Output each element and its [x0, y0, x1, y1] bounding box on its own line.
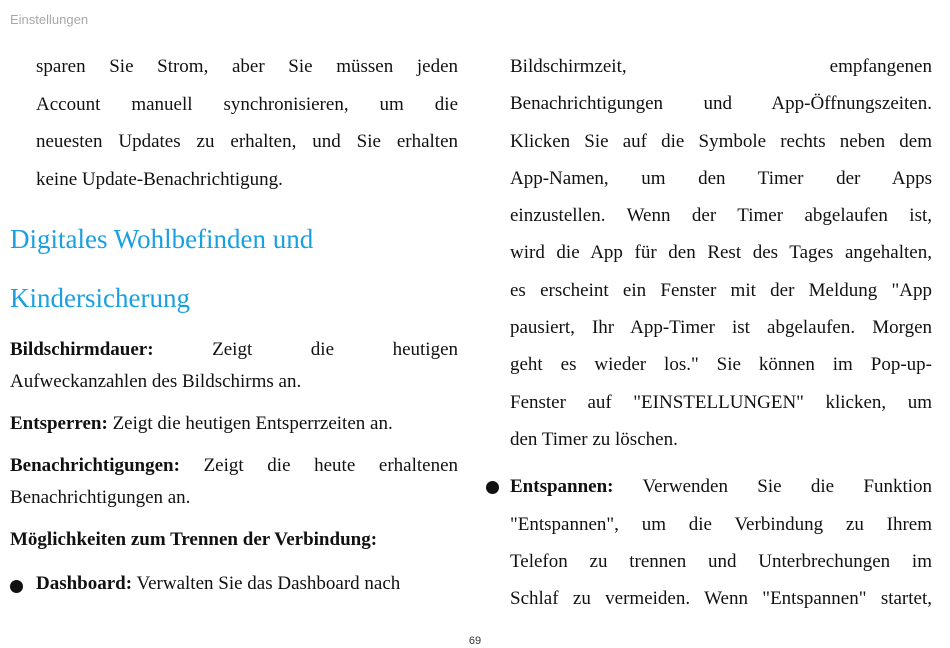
- intro-line: neuesten Updates zu erhalten, und Sie erhalten: [36, 131, 458, 152]
- relax-line: Schlaf zu vermeiden. Wenn "Entspannen" startet,: [510, 588, 932, 610]
- relax-first-line-text: Verwenden Sie die Funktion: [642, 476, 932, 498]
- notifications-line: Benachrichtigungen an.: [10, 487, 191, 508]
- bullet-dot-icon: [10, 580, 23, 593]
- screen-time-item: [10, 334, 458, 398]
- paragraph-line: den Timer zu löschen.: [510, 428, 678, 450]
- notifications-item: [10, 450, 458, 514]
- paragraph-line: wird die App für den Rest des Tages angehalten,: [510, 242, 932, 264]
- relax-line: Telefon zu trennen und Unterbrechungen im: [510, 550, 932, 572]
- paragraph-line: App-Namen, um den Timer der Apps: [510, 167, 932, 189]
- section-heading: [10, 210, 458, 328]
- disconnect-heading: Möglichkeiten zum Trennen der Verbindung:: [10, 529, 378, 550]
- paragraph-line: Klicken Sie auf die Symbole rechts neben dem: [510, 130, 932, 152]
- paragraph-line: einzustellen. Wenn der Timer abgelaufen ist,: [510, 205, 932, 227]
- notifications-term: Benachrichtigungen:: [10, 455, 180, 476]
- paragraph-line: es erscheint ein Fenster mit der Meldung "App: [510, 279, 932, 301]
- left-column: [10, 48, 458, 610]
- dashboard-term: Dashboard:: [36, 573, 133, 594]
- unlock-item: [10, 408, 458, 440]
- paragraph-line: geht es wieder los." Sie können im Pop-up-: [510, 354, 932, 376]
- section-heading-line: Digitales Wohlbefinden und: [10, 224, 314, 254]
- intro-line: keine Update-Benachrichtigung.: [36, 168, 283, 190]
- unlock-term: Entsperren:: [10, 413, 108, 434]
- notifications-line: [10, 450, 458, 482]
- unlock-text: Zeigt die heutigen Entsperrzeiten an.: [112, 413, 393, 434]
- page-number: 69: [468, 635, 482, 647]
- intro-paragraph: [10, 48, 458, 198]
- screen-time-line: Aufweckanzahlen des Bildschirms an.: [10, 371, 302, 392]
- intro-line: Account manuell synchronisieren, um die: [36, 93, 458, 115]
- dashboard-text: Verwalten Sie das Dashboard nach: [136, 573, 401, 594]
- right-column: [486, 48, 932, 617]
- relax-first-line: [486, 468, 932, 505]
- paragraph-line: Fenster auf "EINSTELLUNGEN" klicken, um: [510, 391, 932, 413]
- notifications-text: Zeigt die heute erhaltenen: [203, 455, 459, 476]
- paragraph-line: Benachrichtigungen und App-Öffnungszeiten.: [510, 93, 932, 115]
- paragraph-line: pausiert, Ihr App-Timer ist abgelaufen. Morgen: [510, 317, 932, 339]
- relax-term: Entspannen:: [510, 476, 614, 498]
- paragraph-line: Bildschirmzeit, empfangenen: [510, 56, 932, 77]
- screen-time-text: Zeigt die heutigen: [212, 339, 459, 360]
- relax-bullet: [486, 468, 932, 617]
- section-heading-line: Kindersicherung: [10, 283, 190, 313]
- screen-time-term: Bildschirmdauer:: [10, 339, 154, 360]
- dashboard-bullet: [10, 568, 458, 600]
- intro-line: sparen Sie Strom, aber Sie müssen jeden: [36, 56, 458, 77]
- page-header-title: Einstellungen: [10, 12, 89, 27]
- relax-line: "Entspannen", um die Verbindung zu Ihrem: [510, 513, 932, 535]
- dashboard-continued-paragraph: [486, 48, 932, 458]
- screen-time-line: [10, 334, 458, 366]
